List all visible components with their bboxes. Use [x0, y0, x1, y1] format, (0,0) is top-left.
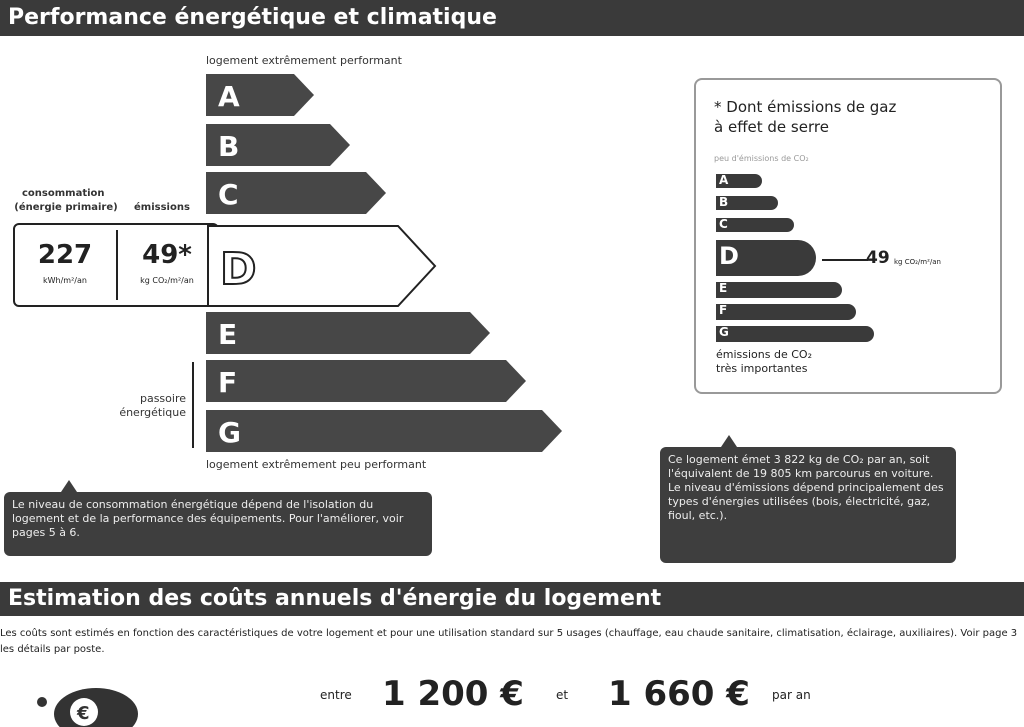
piggy-bank-euro-icon [34, 678, 154, 727]
consumption-label-line2: (énergie primaire) [14, 202, 118, 213]
callout-left-arrow [61, 480, 77, 492]
ges-bar-c [716, 218, 794, 232]
ges-title-line1: * Dont émissions de gaz [714, 98, 897, 116]
svg-text:€: € [77, 703, 90, 724]
cost-per-year: par an [772, 688, 811, 702]
ges-box [694, 78, 1002, 394]
ges-letter-g: G [719, 325, 729, 339]
active-letter: D [220, 244, 257, 295]
callout-right: Ce logement émet 3 822 kg de CO₂ par an, soit l'équivalent de 19 805 km parcourus en voiture. Le niveau d'émissions dépend principalement des types d'énergies utilisées (bois, électricité, gaz, fioul, etc.). [660, 447, 956, 563]
ges-bottom-line1: émissions de CO₂ [716, 348, 812, 361]
callout-right-arrow [721, 435, 737, 447]
section-title-performance: Performance énergétique et climatique [0, 0, 1024, 36]
dpe-bar-b [206, 124, 350, 166]
ges-bar-d [716, 240, 816, 276]
top-scale-label: logement extrêmement performant [206, 54, 402, 67]
dpe-bar-c [206, 172, 386, 214]
dpe-letter-a: A [218, 80, 240, 113]
ges-bar-a [716, 174, 762, 188]
ges-value: 49 [866, 248, 890, 268]
dpe-bar-f [206, 360, 526, 402]
ges-bar-g [716, 326, 874, 342]
dpe-letter-f: F [218, 366, 238, 399]
costs-description: Les coûts sont estimés en fonction des caractéristiques de votre logement et pour une utilisation standard sur 5 usages (chauffage, eau chaude sanitaire, climatisation, éclairage, auxiliaires). Voir page 3 les détails par poste. [0, 628, 1018, 655]
ges-letter-e: E [719, 281, 728, 295]
active-dpe-bar-d [206, 224, 438, 308]
ges-top-label: peu d'émissions de CO₂ [714, 154, 809, 163]
ges-letter-b: B [719, 195, 729, 209]
passoire-bracket [192, 362, 194, 448]
ges-indicator-line [822, 259, 868, 261]
callout-left: Le niveau de consommation énergétique dépend de l'isolation du logement et de la performance des équipements. Pour l'améliorer, voir pages 5 à 6. [4, 492, 432, 556]
ges-letter-f: F [719, 303, 728, 317]
ges-title-line2: à effet de serre [714, 118, 829, 136]
cost-min: 1 200 € [382, 674, 524, 714]
bottom-scale-label: logement extrêmement peu performant [206, 458, 427, 471]
emissions-value: 49* [142, 240, 192, 270]
consumption-unit: kWh/m²/an [43, 276, 87, 285]
dpe-bar-g [206, 410, 562, 452]
consumption-value: 227 [37, 240, 93, 270]
passoire-label-line2: énergétique [119, 406, 186, 419]
ges-bar-b [716, 196, 778, 210]
ges-bar-e [716, 282, 842, 298]
cost-between: entre [320, 688, 352, 702]
emissions-unit: kg CO₂/m²/an [140, 276, 194, 285]
ges-unit: kg CO₂/m²/an [894, 258, 941, 266]
cost-max: 1 660 € [608, 674, 750, 714]
passoire-label-line1: passoire [139, 392, 186, 405]
dpe-letter-e: E [218, 318, 238, 351]
cost-and: et [556, 688, 569, 702]
ges-letter-d: D [719, 242, 739, 270]
consumption-label-line1: consommation [22, 188, 105, 199]
ges-letter-a: A [719, 173, 729, 187]
dpe-letter-c: C [218, 178, 239, 211]
dpe-bar-e [206, 312, 490, 354]
dpe-letter-b: B [218, 130, 240, 163]
emissions-label: émissions [134, 202, 190, 213]
section-title-costs: Estimation des coûts annuels d'énergie du logement [0, 582, 1024, 616]
ges-bottom-line2: très importantes [716, 362, 808, 375]
dpe-letter-g: G [218, 416, 241, 449]
ges-bar-f [716, 304, 856, 320]
ges-letter-c: C [719, 217, 728, 231]
dpe-bar-a [206, 74, 314, 116]
